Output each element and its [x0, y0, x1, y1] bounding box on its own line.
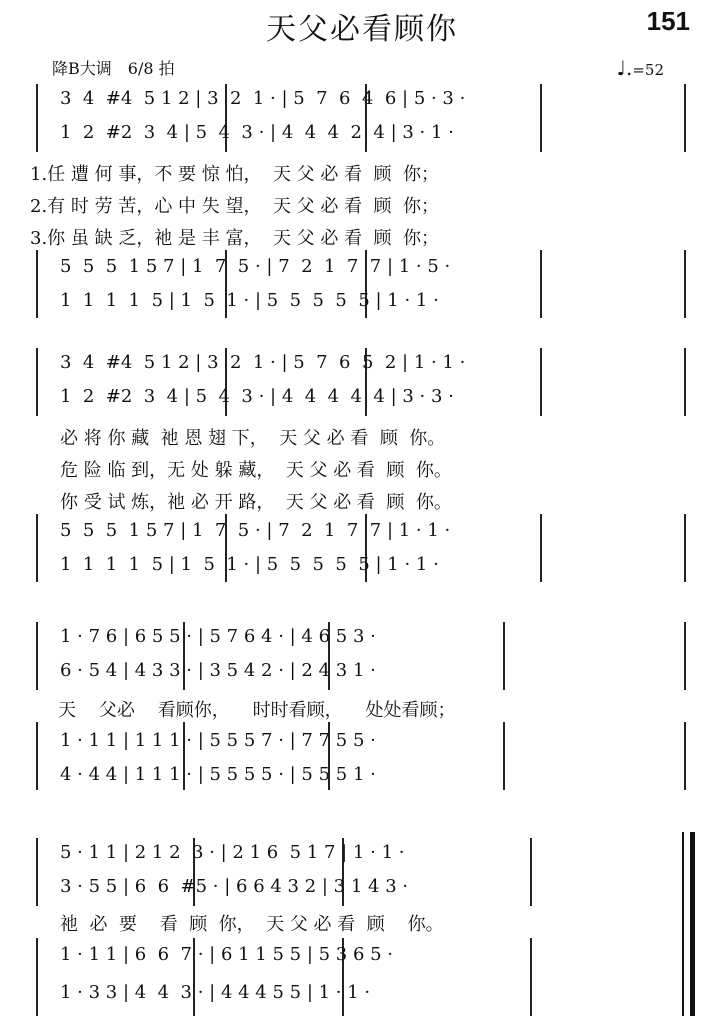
tenor-row: 5 5 5 1 5 7 | 1 7 5 · | 7 2 1 7 7 | 1 · 1 ·	[60, 520, 451, 541]
hymn-title: 天父必看顾你	[266, 12, 458, 47]
lyric-verse-2: 2.有 时 劳 苦，心 中 失 望， 天 父 必 看 顾 你；	[30, 196, 439, 217]
tempo-marking	[617, 56, 664, 80]
tempo-value: =52	[632, 61, 664, 79]
lyric-line: 天 父必 看顾你， 时时看顾， 处处看顾；	[58, 700, 456, 721]
alto-row: 6 · 5 4 | 4 3 3 · | 3 5 4 2 · | 2 4 3 1 ·	[60, 660, 376, 681]
lyric-verse-3: 3.你 虽 缺 乏，祂 是 丰 富， 天 父 必 看 顾 你；	[30, 228, 439, 249]
barline	[36, 514, 38, 582]
hymn-number: 151	[646, 6, 690, 36]
alto-row: 1 2 #2 3 4 | 5 4 3 · | 4 4 4 4 4 | 3 · 3 ·	[60, 386, 454, 407]
lyric-verse-1: 1.任 遭 何 事，不 要 惊 怕， 天 父 必 看 顾 你；	[30, 164, 439, 185]
tenor-row: 1 · 1 1 | 1 1 1 · | 5 5 5 7 · | 7 7 5 5 ·	[60, 730, 376, 751]
barline	[36, 84, 38, 152]
soprano-row: 3 4 #4 5 1 2 | 3 2 1 · | 5 7 6 5 2 | 1 · 1 ·	[60, 352, 466, 373]
key-signature: 降B大调 6/8 拍	[52, 59, 175, 78]
barline	[36, 938, 38, 1016]
lyric-verse-2: 危 险 临 到，无 处 躲 藏， 天 父 必 看 顾 你。	[60, 460, 452, 481]
soprano-row: 5 · 1 1 | 2 1 2 3 · | 2 1 6 5 1 7 | 1 · 1 ·	[60, 842, 405, 863]
lyric-verse-3: 你 受 试 炼，祂 必 开 路， 天 父 必 看 顾 你。	[60, 492, 452, 513]
barline	[36, 622, 38, 690]
tenor-row: 1 · 1 1 | 6 6 7 · | 6 1 1 5 5 | 5 3 6 5 ·	[60, 944, 394, 965]
alto-row: 1 2 #2 3 4 | 5 4 3 · | 4 4 4 2 4 | 3 · 1 ·	[60, 122, 454, 143]
barline	[36, 722, 38, 790]
bass-row: 1 · 3 3 | 4 4 3 · | 4 4 4 5 5 | 1 · 1 ·	[60, 982, 371, 1003]
barline	[36, 348, 38, 416]
dotted-quarter-note-icon: ♩.	[616, 56, 633, 80]
bass-row: 1 1 1 1 5 | 1 5 1 · | 5 5 5 5 5 | 1 · 1 ·	[60, 290, 439, 311]
bass-row: 1 1 1 1 5 | 1 5 1 · | 5 5 5 5 5 | 1 · 1 ·	[60, 554, 439, 575]
bass-row: 4 · 4 4 | 1 1 1 · | 5 5 5 5 · | 5 5 5 1 ·	[60, 764, 376, 785]
alto-row: 3 · 5 5 | 6 6 #5 · | 6 6 4 3 2 | 3 1 4 3 ·	[60, 876, 409, 897]
lyric-verse-1: 必 将 你 藏 祂 恩 翅 下， 天 父 必 看 顾 你。	[60, 428, 446, 449]
barline	[36, 838, 38, 906]
soprano-row: 1 · 7 6 | 6 5 5 · | 5 7 6 4 · | 4 6 5 3 ·	[60, 626, 376, 647]
soprano-row: 3 4 #4 5 1 2 | 3 2 1 · | 5 7 6 4 6 | 5 · 3 ·	[60, 88, 466, 109]
lyric-line: 祂 必 要 看 顾 你， 天 父 必 看 顾 你。	[60, 914, 444, 935]
barline	[36, 250, 38, 318]
tenor-row: 5 5 5 1 5 7 | 1 7 5 · | 7 2 1 7 7 | 1 · 5 ·	[60, 256, 451, 277]
